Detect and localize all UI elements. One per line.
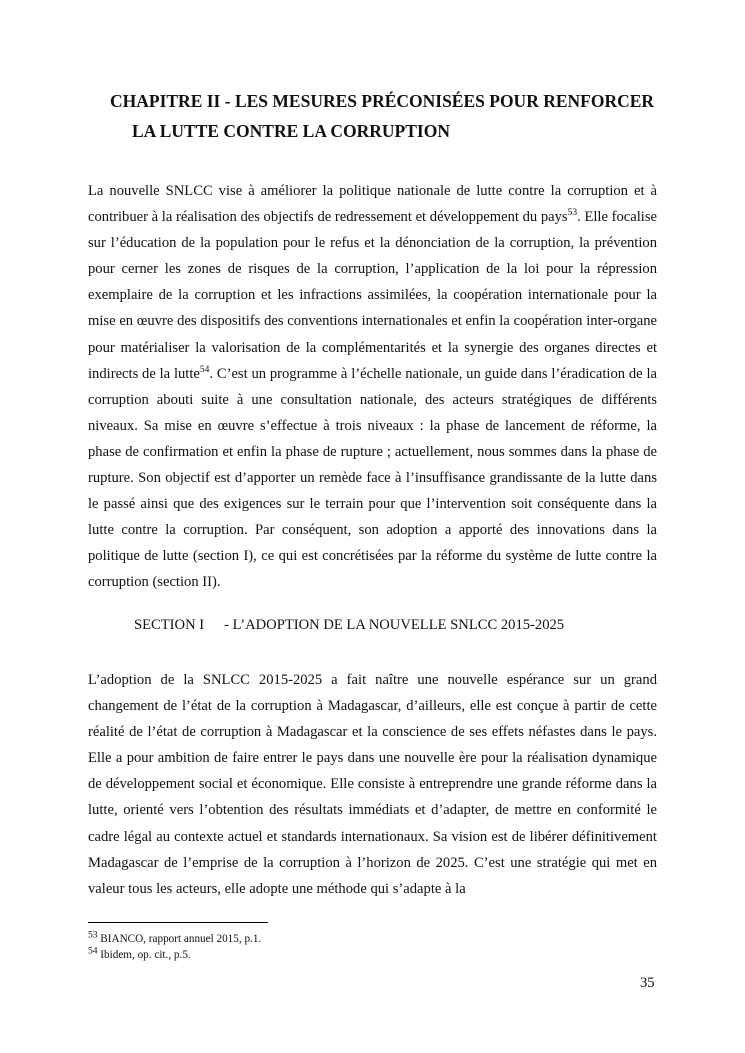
intro-text-a: La nouvelle SNLCC vise à améliorer la politique nationale de lutte contre la corruption et à contribuer à la réalisation des objectifs de redressement et développement du pays (88, 183, 657, 226)
footnote-54-text: Ibidem, op. cit., p.5. (100, 949, 191, 961)
footnote-divider (88, 922, 268, 923)
chapter-title-line2: LA LUTTE CONTRE LA CORRUPTION (132, 121, 450, 141)
chapter-title (110, 86, 670, 146)
footnote-54 (88, 948, 191, 962)
footnote-53-text: BIANCO, rapport annuel 2015, p.1. (100, 933, 262, 945)
section-paragraph: L’adoption de la SNLCC 2015-2025 a fait naître une nouvelle espérance sur un grand changement de l’état de la corruption à Madagascar, d’ailleurs, elle est conçue à partir de cette réalité de l’état de corruption à Madagascar et la conscience de ses effets néfastes dans le pays. Elle a pour ambition de faire entrer le pays dans une nouvelle ère pour la réalisation dynamique de développement social et économique. Elle consiste à entreprendre une grande réforme dans la lutte, orienté vers l’obtention des résultats immédiats et d’adapter, de mettre en conformité le cadre légal au contexte actuel et standards internationaux. Sa vision est de libérer définitivement Madagascar de l’emprise de la corruption à l’horizon de 2025. C’est une stratégie qui met en valeur tous les acteurs, elle adopte une méthode qui s’adapte à la (88, 672, 657, 897)
intro-text-c: . C’est un programme à l’échelle nationale, un guide dans l’éradication de la corruption abouti suite à une consultation nationale, des acteurs stratégiques de différents niveaux. Sa mise en œuvre s’effectue à trois niveaux : la phase de lancement de réforme, la phase de confirmation et enfin la phase de rupture ; actuellement, nous sommes dans la phase de rupture. Son objectif est d’apporter un remède face à l’insuffisance grandissante de la lutte dans le passé ainsi que des exigences sur le terrain pour que l’intervention soit conséquente dans la lutte contre la corruption. Par conséquent, son adoption a apporté des innovations dans la politique de lutte (section I), ce qui est concrétisées par la réforme du système de lutte contre la corruption (section II). (88, 365, 657, 591)
footnote-53-number: 53 (88, 930, 98, 941)
footnote-54-number: 54 (88, 946, 98, 957)
footnote-53 (88, 932, 261, 946)
page-number: 35 (640, 975, 655, 991)
footnote-ref-53[interactable]: 53 (567, 208, 578, 219)
intro-paragraph (88, 178, 657, 596)
section-heading (134, 617, 564, 634)
section-label: SECTION I (134, 617, 205, 633)
chapter-title-line1: CHAPITRE II - LES MESURES PRÉCONISÉES POUR RENFORCER (110, 91, 655, 111)
section-title: - L’ADOPTION DE LA NOUVELLE SNLCC 2015-2025 (224, 617, 565, 633)
intro-text-b: . Elle focalise sur l’éducation de la population pour le refus et la dénonciation de la corruption, la prévention pour cerner les zones de risques de la corruption, l’application de la loi pour la répression exemplaire de la corruption et les infractions assimilées, la coopération internationale pour la mise en œuvre des dispositifs des conventions internationales et enfin la coopération inter-organe pour matérialiser la valorisation de la complémentarités et la synergie des organes directes et indirects de la lutte (88, 209, 657, 382)
footnote-ref-54[interactable]: 54 (199, 364, 210, 375)
